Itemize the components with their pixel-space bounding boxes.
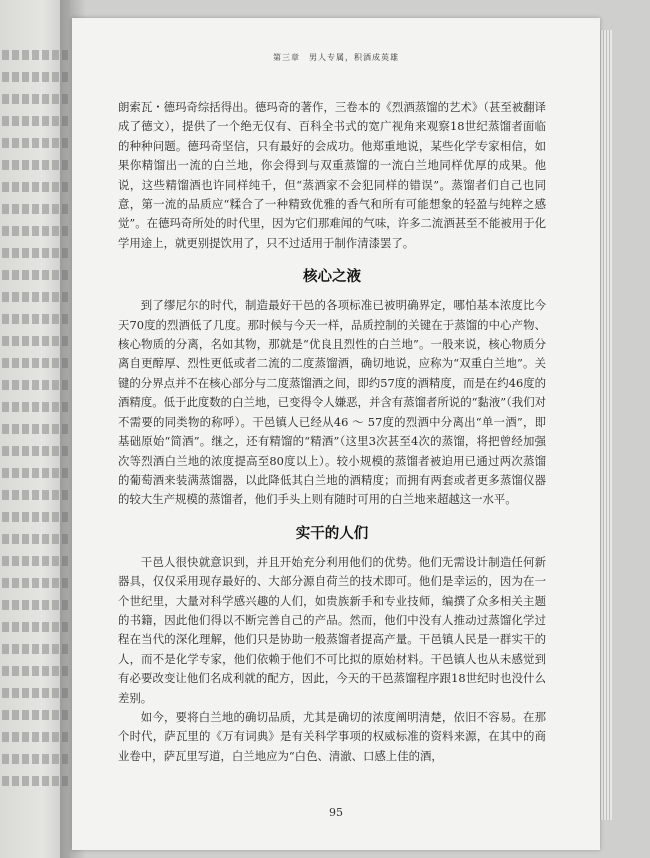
paragraph-3: 干邑人很快就意识到，并且开始充分利用他们的优势。他们无需设计制造任何新器具，仅仅采用现存最好的、大部分源自荷兰的技术即可。他们是幸运的，因为在一个世纪里，大量对科学感兴趣的人们，如贵族新手和专业技师，编撰了众多相关主题的书籍，因此他们得以不断完善自己的产品。然而，他们中没有人推动过蒸馏化学过程在当代的深化理解，他们只是协助一般蒸馏者提高产量。干邑镇人民是一群实干的人，而不是化学专家，他们依赖于他们不可比拟的原始材料。干邑镇人也从未感觉到有必要改变让他们名成利就的配方，因此，今天的干邑蒸馏程序跟18世纪时也没什么差别。 xyxy=(118,554,546,705)
paragraph-2: 到了缪尼尔的时代，制造最好干邑的各项标准已被明确界定，哪怕基本浓度比今天70度的烈酒低了几度。那时候与今天一样，品质控制的关键在于蒸馏的中心产物、核心物质的分离，名如其物，那就是“优良且烈性的白兰地”。一般来说，核心物质分离自更醇厚、烈性更低或者二流的二度蒸馏酒，确切地说，应称为“双重白兰地”。关键的分界点并不在核心部分与二度蒸馏酒之间，即约57度的酒精度，而是在约46度的酒精度。低于此度数的白兰地，已变得令人嫌恶，并含有蒸馏者所说的“黏液”（我们对不需要的同类物的称呼）。干邑镇人已经从46 ～ 57度的烈酒中分离出“单一酒”，即基础原始“简酒”。继之，还有精馏的“精酒”（这里3次甚至4次的蒸馏，将把曾经加强次等烈酒白兰地的浓度提高至80度以上）。较小规模的蒸馏者被迫用已通过两次蒸馏的葡萄酒来装满蒸馏器，以此降低其白兰地的酒精度；而拥有两套或者更多蒸馏仪器的较大生产规模的蒸馏者，他们手头上则有随时可用的白兰地来超越这一水平。 xyxy=(118,298,546,507)
page-number: 95 xyxy=(329,806,343,819)
paragraph-1: 朗索瓦・德玛奇综括得出。德玛奇的著作，三卷本的《烈酒蒸馏的艺术》（甚至被翻译成了德文），提供了一个绝无仅有、百科全书式的宽广视角来观察18世纪蒸馏者面临的种种问题。德玛奇坚信，只有最好的会成功。他郑重地说，某些化学专家相信，如果你精馏出一流的白兰地，你会得到与双重蒸馏的一流白兰地同样优厚的成果。他说，这些精馏酒也许同样纯千，但“蒸酒家不会犯同样的错误”。蒸馏者们自己也同意，第一流的品质应“糅合了一种精致优雅的香气和所有可能想象的轻盈与纯粹之感觉”。在德玛奇所处的时代里，因为它们那难闻的气味，许多二流酒甚至不能被用于化学用途上，就更别提饮用了，只不过适用于制作清漆罢了。 xyxy=(118,100,546,250)
running-head: 第三章 男人专属，积酒成英雄 xyxy=(273,53,399,62)
section-heading-core: 核心之液 xyxy=(303,269,361,286)
page-body xyxy=(118,98,546,766)
paragraph-4: 如今，要将白兰地的确切品质，尤其是确切的浓度阐明清楚，依旧不容易。在那个时代，萨瓦里的《万有词典》是有关科学事项的权威标准的资料来源，在其中的商业卷中，萨瓦里写道，白兰地应为“白色、清澈、口感上佳的酒， xyxy=(118,709,546,763)
section-heading-practical: 实干的人们 xyxy=(295,525,369,542)
page-stack-edge xyxy=(598,30,612,820)
book-page xyxy=(72,18,600,850)
